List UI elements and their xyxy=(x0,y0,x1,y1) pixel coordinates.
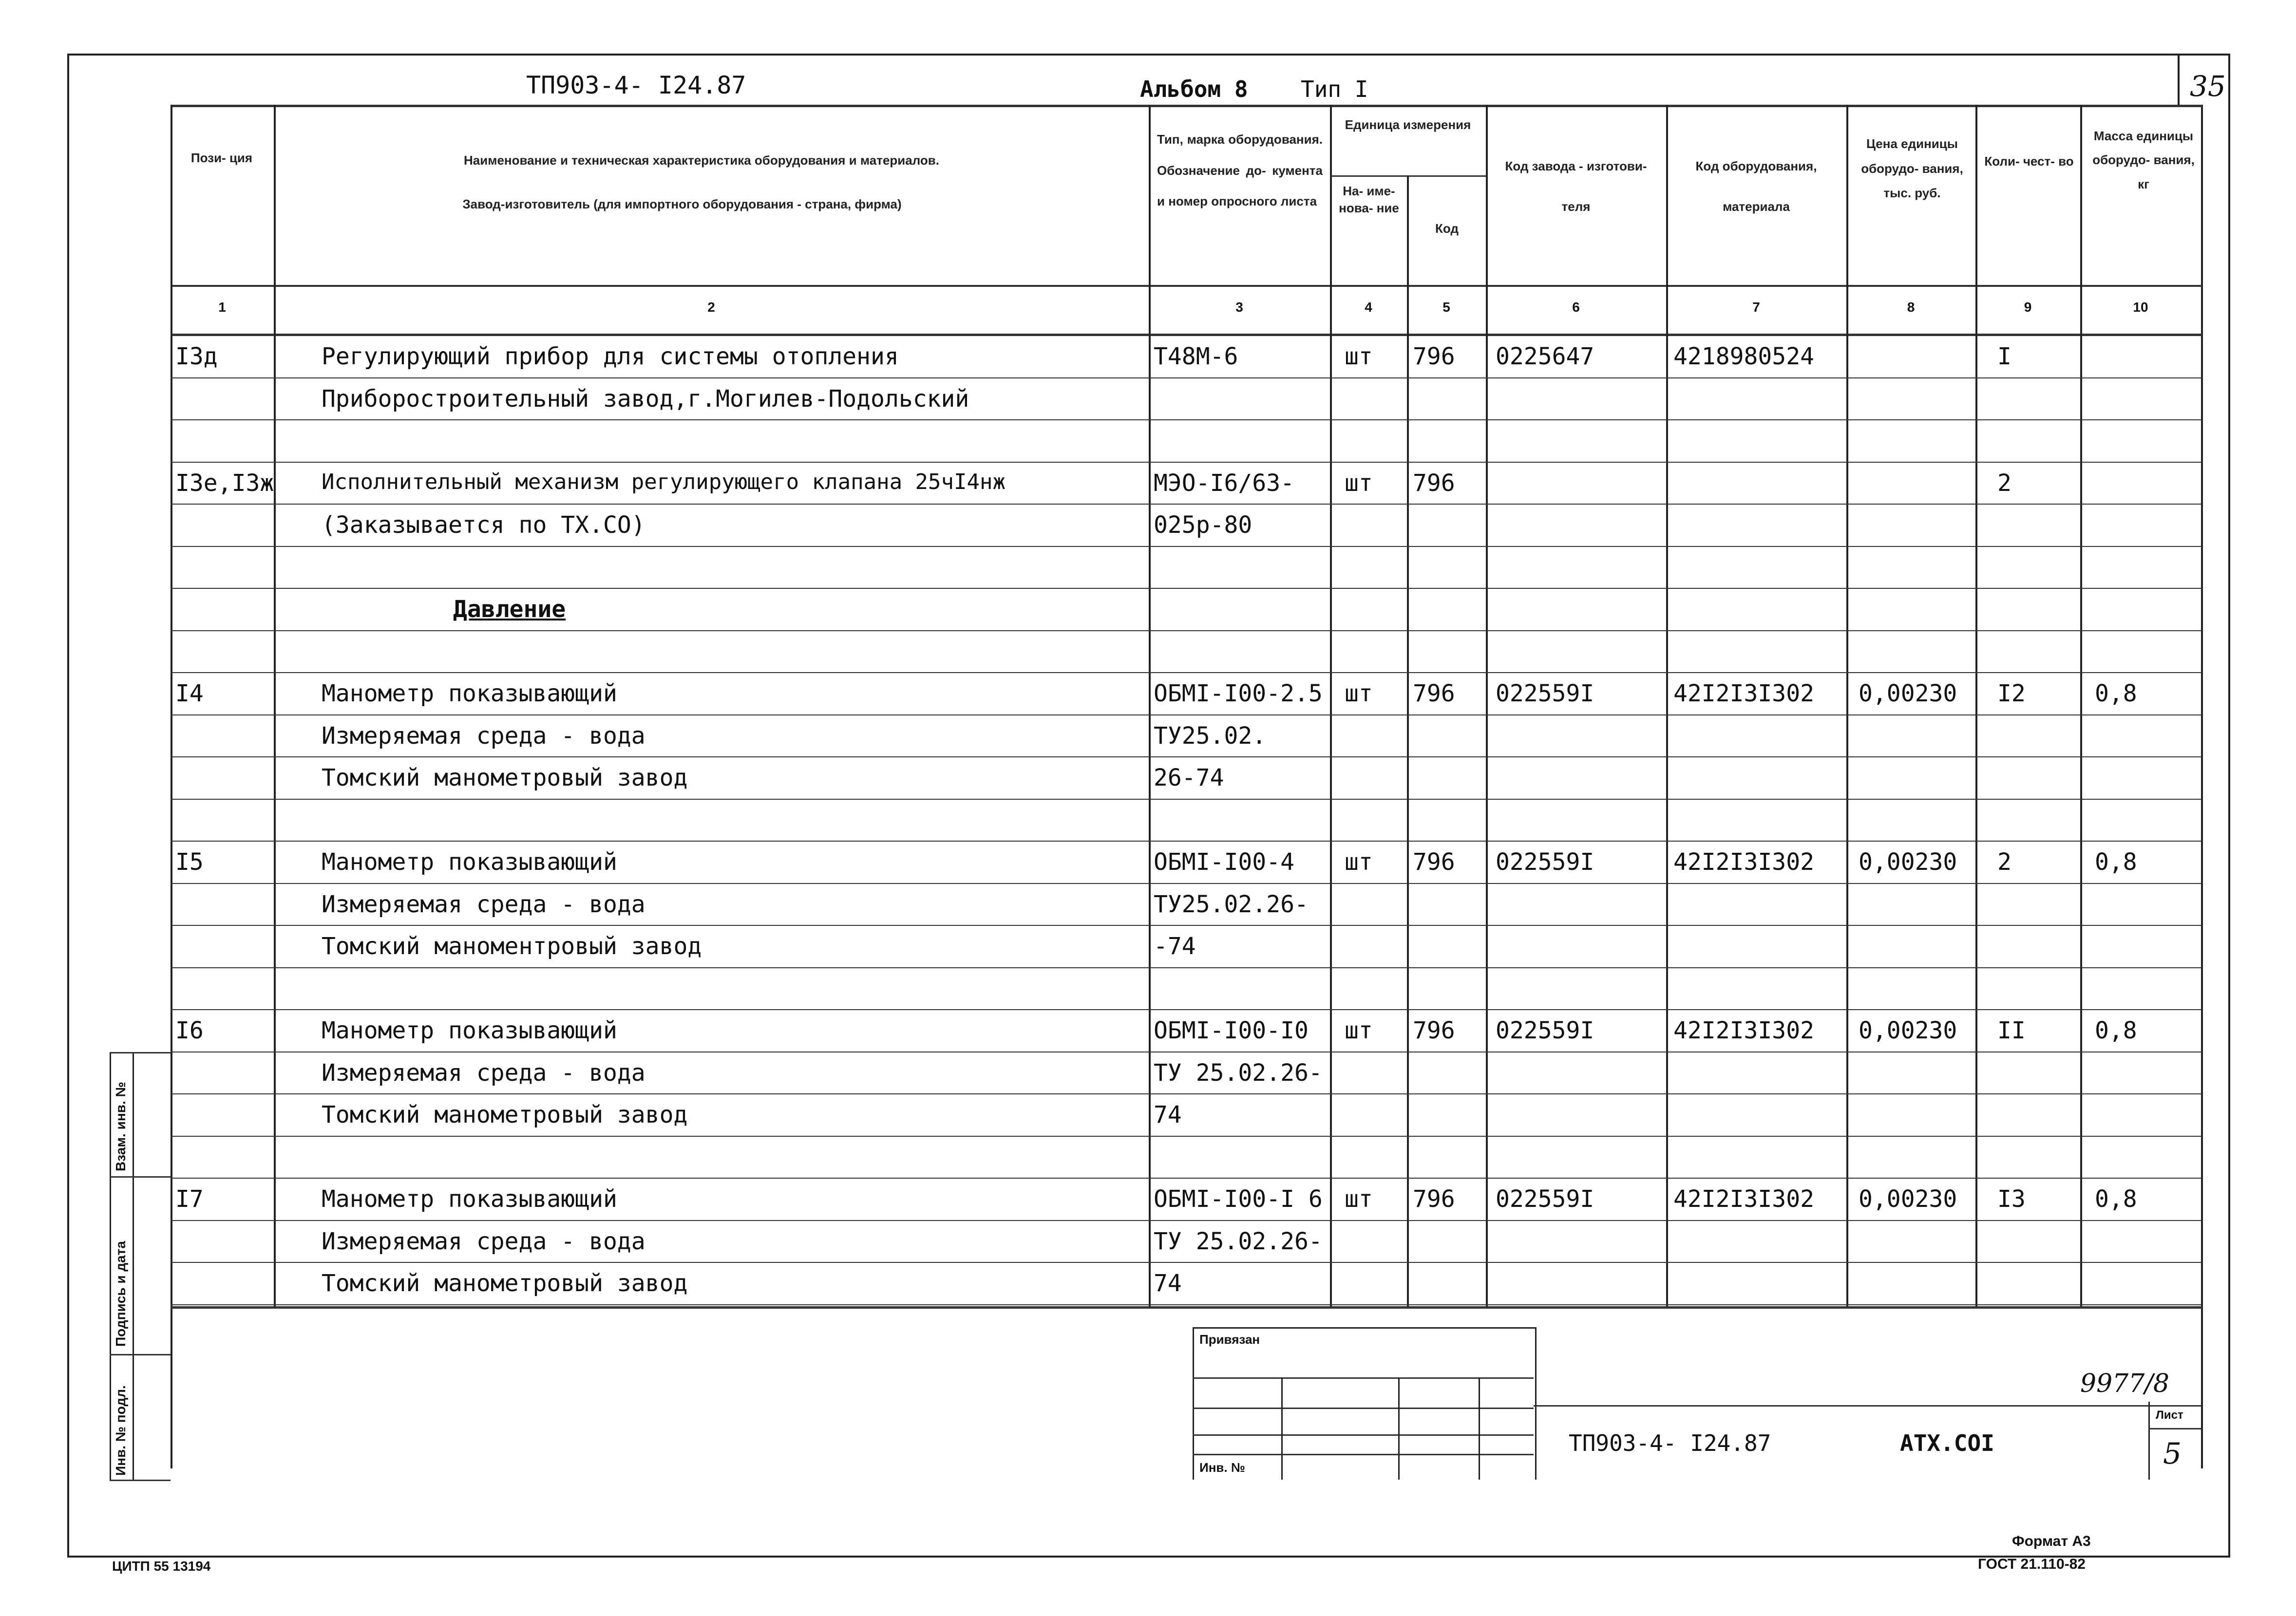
cell-name: Томский манометровый завод xyxy=(322,764,688,791)
col-line-1 xyxy=(274,105,276,1308)
row-line xyxy=(171,1220,2202,1221)
col-number-6: 6 xyxy=(1572,300,1580,315)
row-line xyxy=(171,1262,2202,1263)
row-line xyxy=(171,419,2202,420)
col-line-5 xyxy=(1486,105,1488,1308)
col-line-7 xyxy=(1846,105,1848,1308)
row-line xyxy=(171,377,2202,378)
margin-line-2 xyxy=(110,1176,171,1178)
cell-unit-code: 796 xyxy=(1413,680,1455,707)
col-line-8 xyxy=(1975,105,1977,1308)
col-header-factory-code: Код завода - изготови- теля xyxy=(1505,159,1647,214)
row-line xyxy=(171,883,2202,884)
cell-position: I7 xyxy=(175,1185,204,1213)
privyazan-line-2 xyxy=(1193,1408,1534,1409)
cell-unit-code: 796 xyxy=(1413,1185,1455,1213)
row-line xyxy=(171,1136,2202,1137)
cell-price: 0,00230 xyxy=(1859,680,1957,707)
cell-type: 74 xyxy=(1154,1270,1182,1297)
header-bottom-line xyxy=(171,334,2202,336)
cell-equip-code: 42I2I3I302 xyxy=(1673,680,1814,707)
cell-qty: I2 xyxy=(1997,680,2026,707)
cell-name: Измеряемая среда - вода xyxy=(322,722,645,750)
col-header-name-line1: Наименование и техническая характеристика оборудования и материалов. xyxy=(463,153,939,168)
cell-type: -74 xyxy=(1154,933,1196,960)
cell-type: ТУ 25.02.26- xyxy=(1154,1227,1323,1255)
cell-unit: шт xyxy=(1345,680,1373,707)
cell-name: Измеряемая среда - вода xyxy=(322,1227,645,1255)
col-line-2 xyxy=(1149,105,1151,1308)
header-numbers-line xyxy=(171,285,2202,287)
cell-unit-code: 796 xyxy=(1413,1017,1455,1044)
margin-line-3 xyxy=(110,1354,171,1355)
col-header-equip-code: Код оборудования, материала xyxy=(1695,159,1817,214)
col-number-10: 10 xyxy=(2133,300,2148,315)
cell-qty: II xyxy=(1997,1017,2026,1044)
cell-price: 0,00230 xyxy=(1859,848,1957,876)
cell-mass: 0,8 xyxy=(2095,848,2137,876)
row-line xyxy=(171,546,2202,547)
margin-top-line xyxy=(110,1052,171,1053)
privyazan-col-2 xyxy=(1398,1377,1400,1480)
cell-type: ТУ25.02.26- xyxy=(1154,890,1309,918)
col-header-mass: Масса единицы оборудо- вания, кг xyxy=(2092,129,2195,191)
cell-name: Приборостроительный завод,г.Могилев-Подольский xyxy=(322,385,969,413)
type-label: Тип I xyxy=(1301,76,1368,102)
row-line xyxy=(171,714,2202,715)
vzam-inv-label: Взам. инв. № xyxy=(113,1082,128,1171)
row-line xyxy=(171,967,2202,968)
cell-factory-code: 022559I xyxy=(1496,680,1594,707)
cell-unit-code: 796 xyxy=(1413,343,1455,370)
podpis-label: Подпись и дата xyxy=(113,1241,128,1347)
cell-factory-code: 022559I xyxy=(1496,1185,1594,1213)
pagebox-divider xyxy=(2178,55,2180,107)
row-line xyxy=(171,630,2202,631)
cell-factory-code: 0225647 xyxy=(1496,343,1594,370)
stamp-sheet-code: АТХ.СОI xyxy=(1900,1430,1994,1456)
col-header-name-line2: Завод-изготовитель (для импортного оборудования - страна, фирма) xyxy=(462,197,902,211)
sheet-number: 5 xyxy=(2163,1437,2182,1471)
row-line xyxy=(171,841,2202,842)
cell-equip-code: 4218980524 xyxy=(1673,343,1814,370)
cell-qty: I3 xyxy=(1997,1185,2026,1213)
cell-qty: 2 xyxy=(1997,469,2011,497)
col-header-type: Тип, марка оборудования. Обозначение до- кумента и номер опросного листа xyxy=(1157,132,1323,209)
cell-position: I5 xyxy=(175,848,204,876)
margin-bottom-line xyxy=(110,1480,171,1481)
stamp-doc-code: ТП903-4- I24.87 xyxy=(1569,1430,1771,1456)
col-number-5: 5 xyxy=(1442,300,1450,315)
cell-unit: шт xyxy=(1345,848,1373,876)
stamp-top-line xyxy=(1534,1405,2201,1407)
cell-type: ОБМI-I00-4 xyxy=(1154,848,1294,876)
cell-equip-code: 42I2I3I302 xyxy=(1673,848,1814,876)
col-number-2: 2 xyxy=(707,300,715,315)
cell-type: ОБМI-I00-I0 xyxy=(1154,1017,1309,1044)
table-bottom-line xyxy=(171,1306,2202,1309)
cell-factory-code: 022559I xyxy=(1496,1017,1594,1044)
row-line xyxy=(171,925,2202,926)
doc-code-top: ТП903-4- I24.87 xyxy=(526,71,746,99)
cell-name: Манометр показывающий xyxy=(322,680,617,707)
inv-no-label: Инв. № xyxy=(1199,1460,1245,1475)
privyazan-col-1 xyxy=(1281,1377,1283,1480)
row-line xyxy=(171,672,2202,673)
row-line xyxy=(171,799,2202,800)
col-line-6 xyxy=(1666,105,1668,1308)
privyazan-box xyxy=(1193,1327,1537,1480)
row-line xyxy=(171,1093,2202,1094)
col-number-3: 3 xyxy=(1235,300,1243,315)
cell-type: 025р-80 xyxy=(1154,511,1252,539)
cell-unit-code: 796 xyxy=(1413,848,1455,876)
row-line xyxy=(171,462,2202,463)
cell-name: (Заказывается по ТХ.СО) xyxy=(322,511,645,539)
sheet-label: Лист xyxy=(2156,1409,2183,1422)
margin-mid-line xyxy=(133,1052,134,1481)
header-top-line xyxy=(171,105,2202,107)
cell-unit: шт xyxy=(1345,469,1373,497)
col-header-unit-name: На- име- нова- ние xyxy=(1339,184,1399,216)
col-number-1: 1 xyxy=(218,300,226,315)
cell-position: I6 xyxy=(175,1017,204,1044)
cell-mass: 0,8 xyxy=(2095,680,2137,707)
cell-name: Томский манометровый завод xyxy=(322,1101,688,1128)
cell-price: 0,00230 xyxy=(1859,1017,1957,1044)
cell-type: Т48М-6 xyxy=(1154,343,1238,370)
cell-unit-code: 796 xyxy=(1413,469,1455,497)
row-line xyxy=(171,756,2202,757)
frame-right-inner xyxy=(2201,105,2203,1468)
row-line xyxy=(171,504,2202,505)
privyazan-col-3 xyxy=(1479,1377,1480,1480)
cell-type: ТУ25.02. xyxy=(1154,722,1267,750)
col-number-4: 4 xyxy=(1365,300,1372,315)
cell-qty: 2 xyxy=(1997,848,2011,876)
footer-left-code: ЦИТП 55 13194 xyxy=(112,1559,211,1574)
cell-name: Томский манометровый завод xyxy=(322,1270,688,1297)
col-header-position: Пози- ция xyxy=(190,150,253,165)
col-line-9 xyxy=(2080,105,2082,1308)
cell-type: 26-74 xyxy=(1154,764,1224,791)
col-header-qty: Коли- чест- во xyxy=(1984,154,2074,169)
cell-type: 74 xyxy=(1154,1101,1182,1128)
cell-position: I3е,I3ж xyxy=(175,469,274,497)
album-label: Альбом 8 xyxy=(1140,76,1248,102)
privyazan-line-3 xyxy=(1193,1434,1534,1436)
cell-type: МЭО-I6/63- xyxy=(1154,469,1294,497)
gost-label: ГОСТ 21.110-82 xyxy=(1978,1556,2086,1572)
cell-type: ОБМI-I00-I 6 xyxy=(1154,1185,1323,1213)
col-header-unit: Единица измерения xyxy=(1345,117,1471,132)
margin-left-line xyxy=(110,1052,111,1481)
cell-mass: 0,8 xyxy=(2095,1017,2137,1044)
cell-name: Давление xyxy=(453,596,566,623)
format-label: Формат А3 xyxy=(2012,1533,2091,1549)
cell-equip-code: 42I2I3I302 xyxy=(1673,1185,1814,1213)
cell-qty: I xyxy=(1997,343,2011,370)
col-number-8: 8 xyxy=(1907,300,1915,315)
row-line xyxy=(171,1009,2202,1010)
cell-name: Манометр показывающий xyxy=(322,848,617,876)
cell-name: Манометр показывающий xyxy=(322,1185,617,1213)
page-number: 35 xyxy=(2190,70,2226,103)
cell-unit: шт xyxy=(1345,1185,1373,1213)
col-number-7: 7 xyxy=(1752,300,1760,315)
inv-podl-label: Инв. № подл. xyxy=(113,1385,128,1476)
cell-price: 0,00230 xyxy=(1859,1185,1957,1213)
cell-name: Измеряемая среда - вода xyxy=(322,890,645,918)
privyazan-line-4 xyxy=(1193,1454,1534,1455)
cell-name: Регулирующий прибор для системы отопления xyxy=(322,343,899,370)
sheet-box-divider xyxy=(2148,1428,2201,1429)
cell-name: Манометр показывающий xyxy=(322,1017,617,1044)
cell-equip-code: 42I2I3I302 xyxy=(1673,1017,1814,1044)
col-number-9: 9 xyxy=(2024,300,2032,315)
archive-number: 9977/8 xyxy=(2080,1369,2169,1398)
cell-position: I4 xyxy=(175,680,204,707)
cell-unit: шт xyxy=(1345,1017,1373,1044)
row-line xyxy=(171,588,2202,589)
privyazan-label: Привязан xyxy=(1199,1332,1260,1347)
cell-name: Измеряемая среда - вода xyxy=(322,1059,645,1087)
cell-unit: шт xyxy=(1345,343,1373,370)
cell-position: I3д xyxy=(175,343,218,370)
col-header-unit-code: Код xyxy=(1435,221,1459,236)
row-line xyxy=(171,1178,2202,1179)
cell-name: Томский маноментровый завод xyxy=(322,933,702,960)
row-line xyxy=(171,1304,2202,1305)
cell-factory-code: 022559I xyxy=(1496,848,1594,876)
cell-type: ТУ 25.02.26- xyxy=(1154,1059,1323,1087)
col-line-3 xyxy=(1330,105,1332,1308)
cell-type: ОБМI-I00-2.5 xyxy=(1154,680,1323,707)
col-line-4 xyxy=(1407,175,1409,1308)
col-header-price: Цена единицы оборудо- вания, тыс. руб. xyxy=(1861,136,1963,201)
privyazan-line-1 xyxy=(1193,1377,1534,1379)
cell-mass: 0,8 xyxy=(2095,1185,2137,1213)
cell-name: Исполнительный механизм регулирующего клапана 25чI4нж xyxy=(322,469,1006,494)
